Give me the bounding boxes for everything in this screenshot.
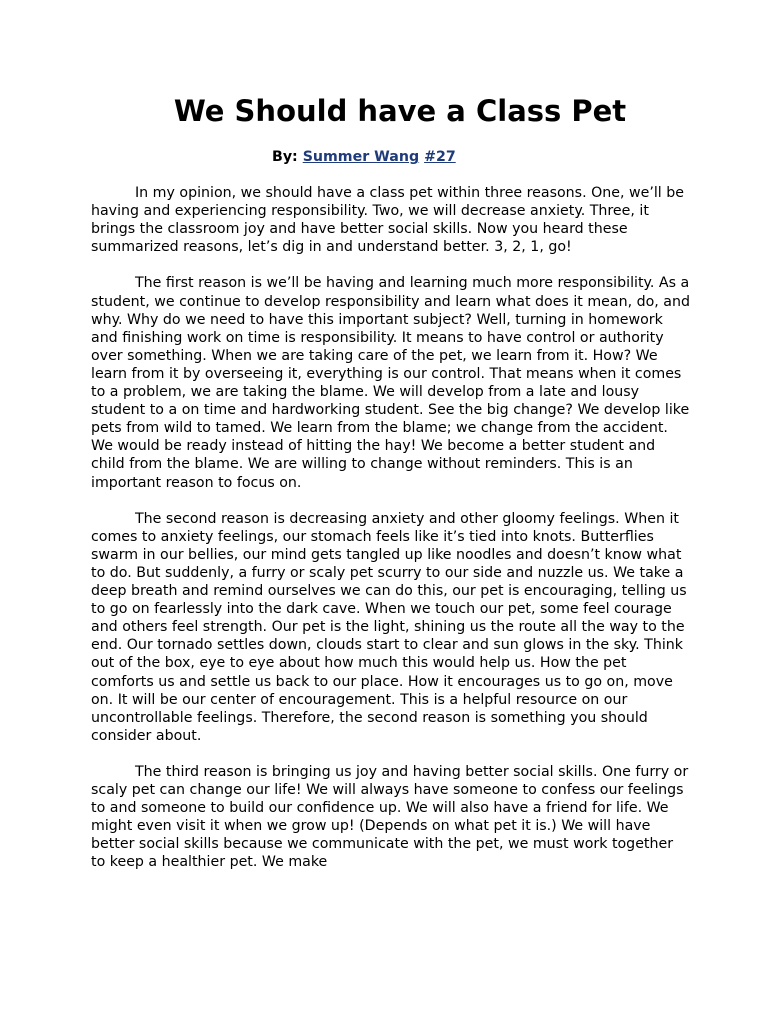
byline-prefix: By: <box>272 149 298 165</box>
author-number-link[interactable]: #27 <box>424 149 456 165</box>
paragraph-intro: In my opinion, we should have a class pet within three reasons. One, we’ll be having and experiencing responsibility. Two, we will decrease anxiety. Three, it brings the classroom joy and have better social skills. Now you heard these summarized reasons, let’s dig in and understand better. 3, 2, 1, go! <box>91 185 684 256</box>
paragraph-third-reason: The third reason is bringing us joy and having better social skills. One furry or scaly pet can change our life! We will always have someone to confess our feelings to and someone to build our confidence up. We will also have a friend for life. We might even visit it when we grow up! (Depends on what pet it is.) We will have better social skills because we communicate with the pet, we must work together to keep a healthier pet. We make <box>91 764 689 871</box>
author-link[interactable]: Summer Wang <box>302 149 420 165</box>
paragraph-first-reason: The first reason is we’ll be having and learning much more responsibility. As a student, we continue to develop responsibility and learn what does it mean, do, and why. Why do we need to have this important subject? Well, turning in homework and finishing work on time is responsibility. It means to have control or authority over something. When we are taking care of the pet, we learn from it. How? We learn from it by overseeing it, everything is our control. That means when it comes to a problem, we are taking the blame. We will develop from a late and lousy student to a on time and hardworking student. See the big change? We develop like pets from wild to tamed. We learn from the blame; we change from the accident. We would be ready instead of hitting the hay! We become a better student and child from the blame. We are willing to change without reminders. This is an important reason to focus on. <box>91 275 690 491</box>
document-title: We Should have a Class Pet <box>173 94 627 128</box>
document-body <box>91 184 691 890</box>
byline <box>272 148 456 166</box>
paragraph-second-reason: The second reason is decreasing anxiety and other gloomy feelings. When it comes to anxiety feelings, our stomach feels like it’s tied into knots. Butterflies swarm in our bellies, our mind gets tangled up like noodles and doesn’t know what to do. But suddenly, a furry or scaly pet scurry to our side and nuzzle us. We take a deep breath and remind ourselves we can do this, our pet is encouraging, telling us to go on fearlessly into the dark cave. When we touch our pet, some feel courage and others feel strength. Our pet is the light, shining us the route all the way to the end. Our tornado settles down, clouds start to clear and sun glows in the sky. Think out of the box, eye to eye about how much this would help us. How the pet comforts us and settle us back to our place. How it encourages us to go on, move on. It will be our center of encouragement. This is a helpful resource on our uncontrollable feelings. Therefore, the second reason is something you should consider about. <box>91 510 687 744</box>
